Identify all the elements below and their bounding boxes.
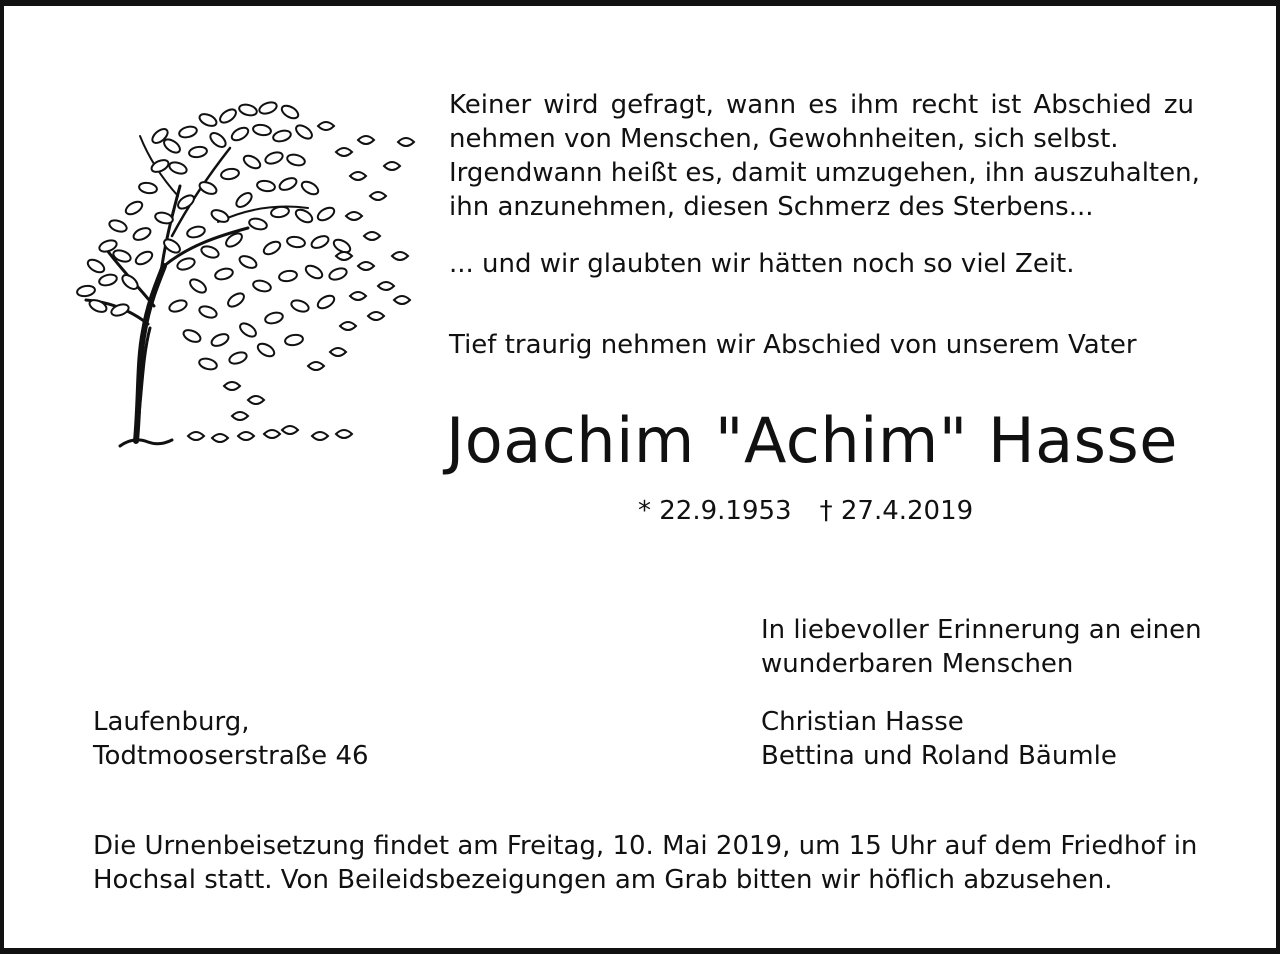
- quote-line: ihn anzunehmen, diesen Schmerz des Sterbens...: [449, 192, 1094, 222]
- burial-notice-line: Die Urnenbeisetzung findet am Freitag, 10. Mai 2019, um 15 Uhr auf dem Friedhof in: [93, 831, 1198, 861]
- farewell-quote: [449, 88, 1200, 224]
- quote-continuation: ... und wir glaubten wir hätten noch so viel Zeit.: [449, 249, 1075, 279]
- quote-line: nehmen von Menschen, Gewohnheiten, sich selbst.: [449, 124, 1119, 154]
- burial-notice-line: Hochsal statt. Von Beileidsbezeigungen am Grab bitten wir höflich abzusehen.: [93, 865, 1113, 895]
- signer-name: Christian Hasse: [761, 707, 964, 737]
- life-dates: [638, 494, 973, 528]
- signer-name: Bettina und Roland Bäumle: [761, 741, 1117, 771]
- address-block: [93, 705, 369, 773]
- memory-line: wunderbaren Menschen: [761, 649, 1074, 679]
- signers-block: [761, 705, 1117, 773]
- burial-notice: [93, 829, 1197, 897]
- farewell-intro: Tief traurig nehmen wir Abschied von unserem Vater: [449, 330, 1137, 360]
- quote-line: Keiner wird gefragt, wann es ihm recht ist Abschied zu: [449, 90, 1194, 120]
- quote-line: Irgendwann heißt es, damit umzugehen, ihn auszuhalten,: [449, 158, 1200, 188]
- address-line: Laufenburg,: [93, 707, 250, 737]
- memory-text: [761, 613, 1202, 681]
- death-date: † 27.4.2019: [819, 496, 974, 526]
- memory-line: In liebevoller Erinnerung an einen: [761, 615, 1202, 645]
- address-line: Todtmooserstraße 46: [93, 741, 369, 771]
- birth-date: * 22.9.1953: [638, 496, 792, 526]
- deceased-name: Joachim "Achim" Hasse: [446, 404, 1178, 477]
- tree-with-falling-leaves-icon: [68, 96, 418, 456]
